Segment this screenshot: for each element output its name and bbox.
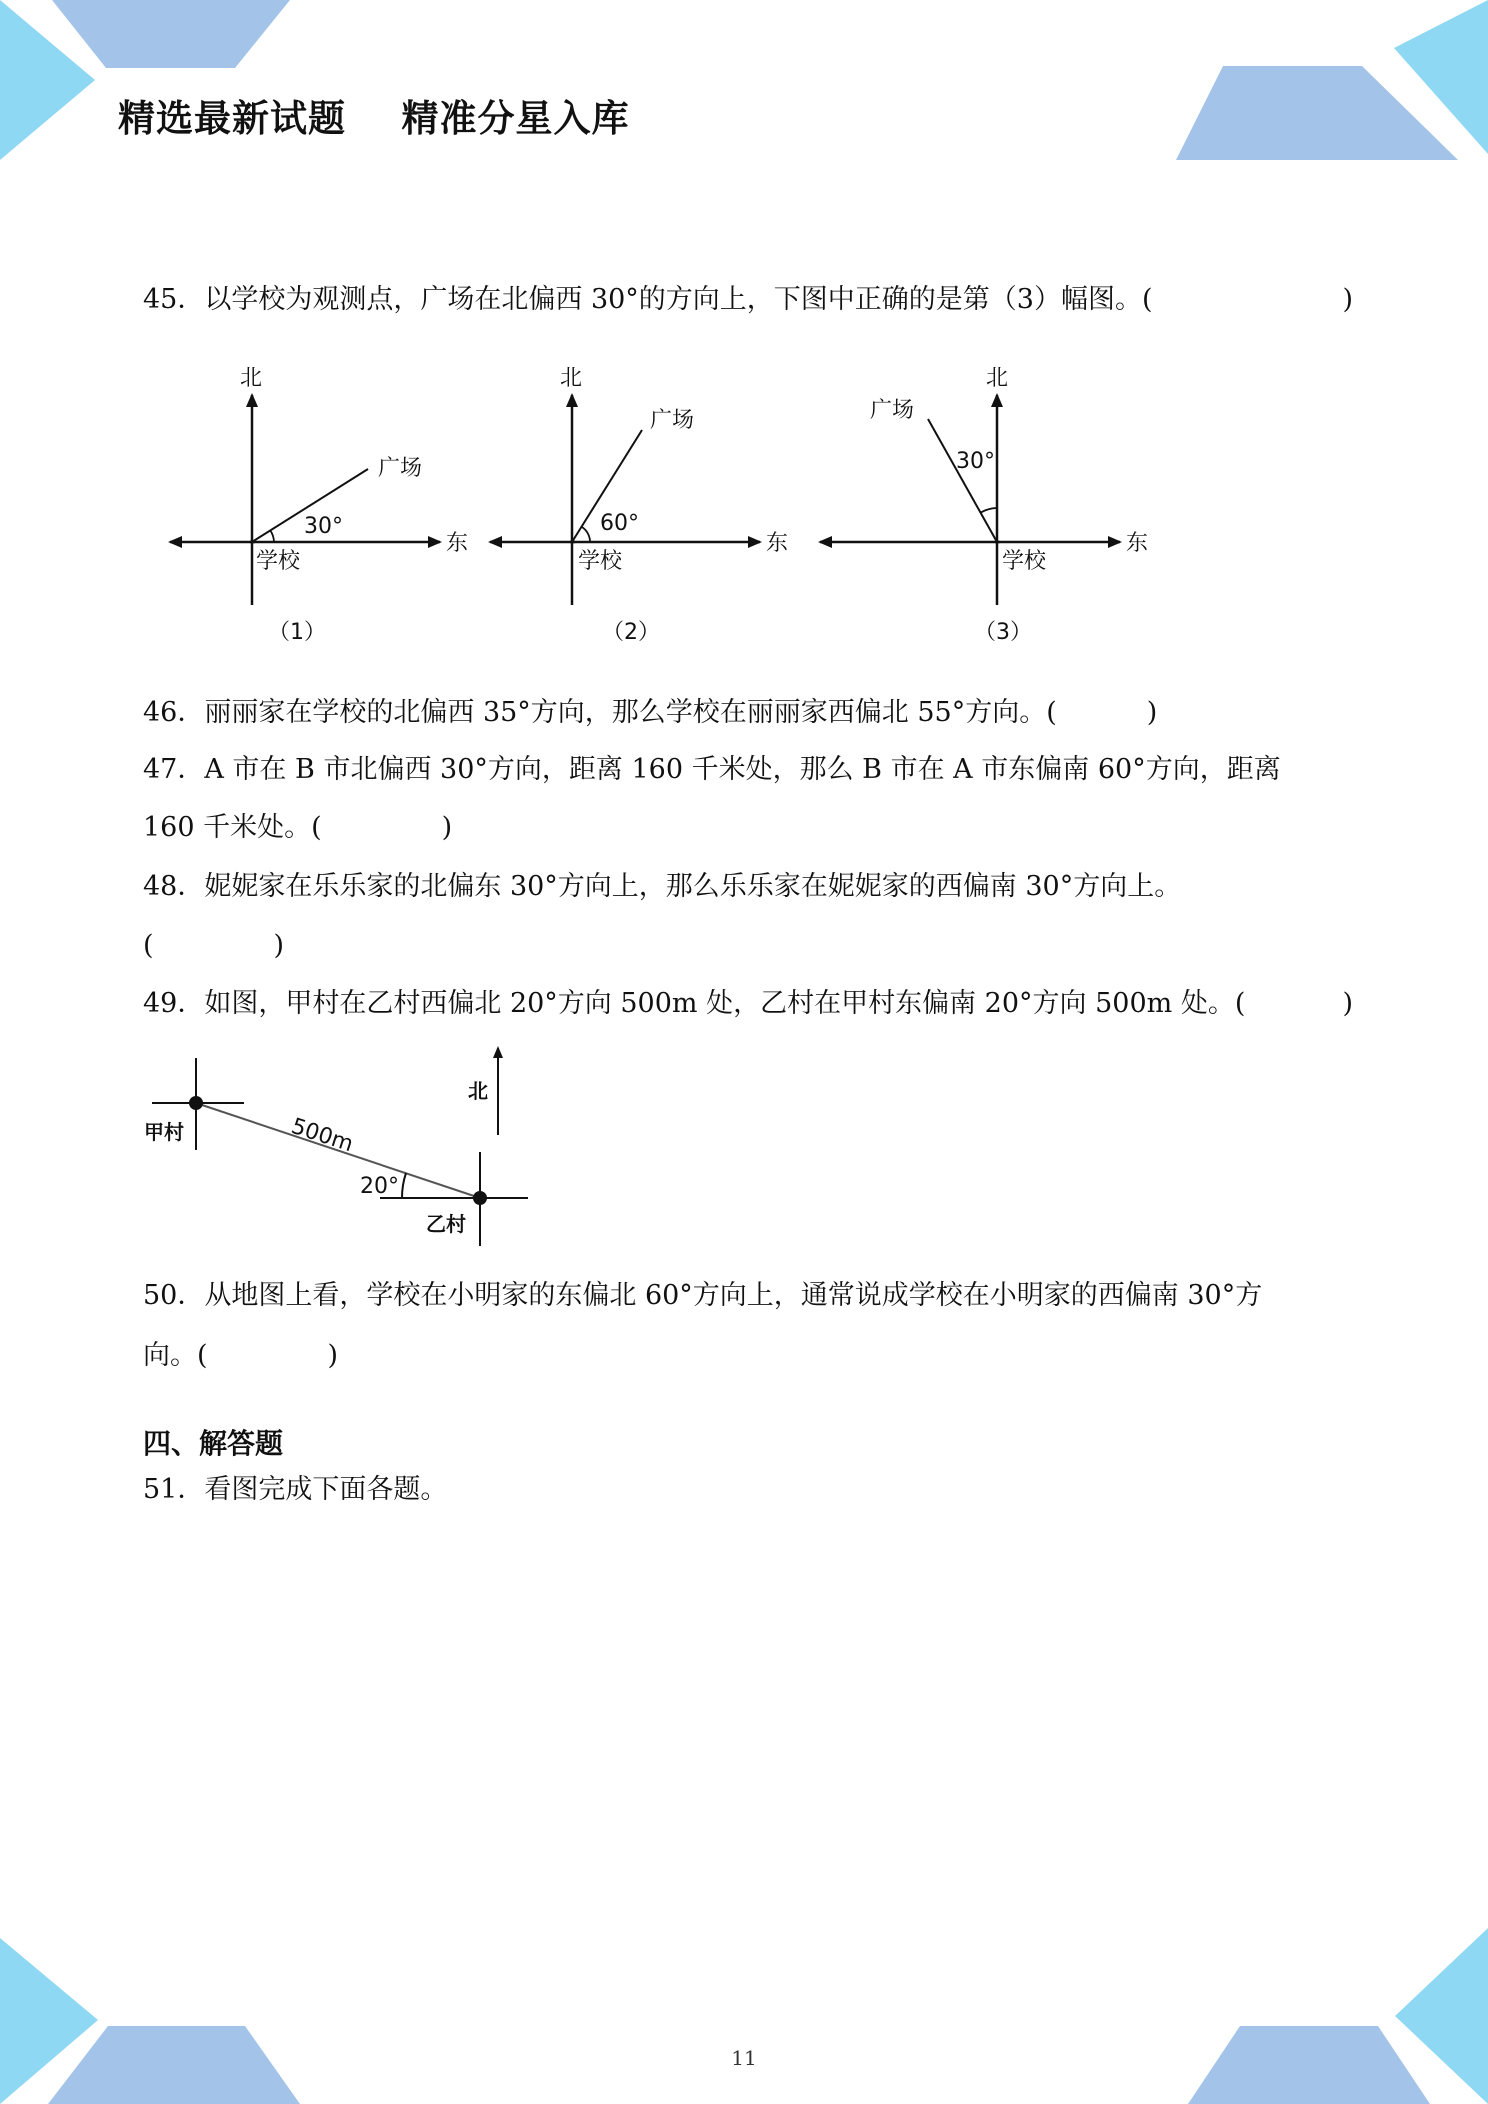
page-number: 11	[731, 2046, 757, 2070]
fig45-p1-north-label: 北	[240, 366, 263, 391]
question-47-text: 47．A 市在 B 市北偏西 30°方向，距离 160 千米处，那么 B 市在 A 市东偏南 60°方向，距离	[143, 754, 1281, 785]
question-45	[143, 280, 1353, 320]
fig49-village-b-point	[473, 1191, 487, 1205]
fig45-p3-north-label: 北	[986, 366, 1009, 391]
fig45-p3-angle-label: 30°	[956, 449, 995, 474]
answer-blank-46[interactable]: )	[1146, 697, 1158, 728]
fig45-p2-school-label: 学校	[578, 549, 623, 574]
fig49-village-b-label: 乙村	[426, 1212, 466, 1236]
figure-45-direction-diagrams	[150, 355, 1149, 655]
fig45-p2-north-label: 北	[560, 366, 583, 391]
header-title: 精选最新试题 精准分星入库	[118, 97, 630, 140]
answer-blank-49[interactable]: )	[1342, 988, 1353, 1019]
fig45-p1-east-label: 东	[446, 531, 469, 556]
question-47-text-cont: 160 千米处。(	[143, 812, 322, 843]
question-47-line-2	[143, 808, 1353, 848]
answer-blank-50[interactable]: )	[327, 1340, 339, 1371]
fig45-p1-angle-label: 30°	[304, 514, 343, 539]
fig45-p1-caption: （1）	[268, 620, 326, 645]
fig49-village-a-label: 甲村	[144, 1120, 184, 1144]
fig45-p2-caption: （2）	[602, 620, 660, 645]
answer-blank-48-open[interactable]: (	[143, 930, 154, 961]
answer-blank-48-close[interactable]: )	[273, 930, 285, 961]
fig49-angle-label: 20°	[360, 1174, 399, 1199]
figure-49-village-diagram	[140, 1040, 540, 1250]
question-47-line-1	[143, 750, 1353, 790]
question-46-text: 46．丽丽家在学校的北偏西 35°方向，那么学校在丽丽家西偏北 55°方向。(	[143, 697, 1057, 728]
answer-blank-47[interactable]: )	[441, 812, 453, 843]
question-45-text: 45．以学校为观测点，广场在北偏西 30°的方向上，下图中正确的是第（3）幅图。(	[143, 284, 1153, 315]
section-4-title: 四、解答题	[143, 1427, 284, 1460]
question-48-line-2	[143, 926, 1353, 966]
fig45-p2-angle-arc	[582, 527, 590, 542]
question-50-text-cont: 向。(	[143, 1340, 208, 1371]
fig45-p3-ray	[928, 419, 997, 542]
answer-blank-45[interactable]: )	[1342, 284, 1353, 315]
question-49-text: 49．如图，甲村在乙村西偏北 20°方向 500m 处，乙村在甲村东偏南 20°方向 500m 处。(	[143, 988, 1246, 1019]
fig49-distance-label: 500m	[288, 1113, 357, 1158]
question-50-line-1	[143, 1276, 1353, 1316]
fig49-angle-arc	[402, 1173, 406, 1198]
fig45-p3-east-label: 东	[1126, 531, 1149, 556]
fig45-p2-east-label: 东	[766, 531, 789, 556]
fig49-village-a-point	[189, 1096, 203, 1110]
question-50-text: 50．从地图上看，学校在小明家的东偏北 60°方向上，通常说成学校在小明家的西偏南 30°方	[143, 1280, 1263, 1311]
fig45-p1-plaza-label: 广场	[378, 456, 423, 481]
fig45-p3-plaza-label: 广场	[870, 398, 915, 423]
fig45-p2-plaza-label: 60°	[600, 511, 639, 536]
question-48-text: 48．妮妮家在乐乐家的北偏东 30°方向上，那么乐乐家在妮妮家的西偏南 30°方向上。	[143, 871, 1182, 902]
fig45-p1-school-label: 学校	[256, 549, 301, 574]
question-50-line-2	[143, 1336, 1353, 1376]
question-51-text: 51．看图完成下面各题。	[143, 1474, 448, 1505]
deco-shape-top-right-trapezoid	[1176, 66, 1458, 160]
fig45-p3-angle-arc	[980, 508, 997, 513]
fig45-p2-plaza-name: 广场	[650, 408, 695, 433]
question-51	[143, 1470, 1353, 1510]
fig45-p3-caption: （3）	[974, 620, 1032, 645]
fig45-p1-angle-arc	[270, 530, 274, 542]
fig45-p3-school-label: 学校	[1002, 549, 1047, 574]
question-48-line-1	[143, 867, 1353, 907]
fig49-north-label: 北	[468, 1079, 488, 1103]
question-46	[143, 693, 1353, 733]
deco-shape-top-left-trapezoid	[52, 0, 290, 68]
question-49	[143, 984, 1353, 1024]
